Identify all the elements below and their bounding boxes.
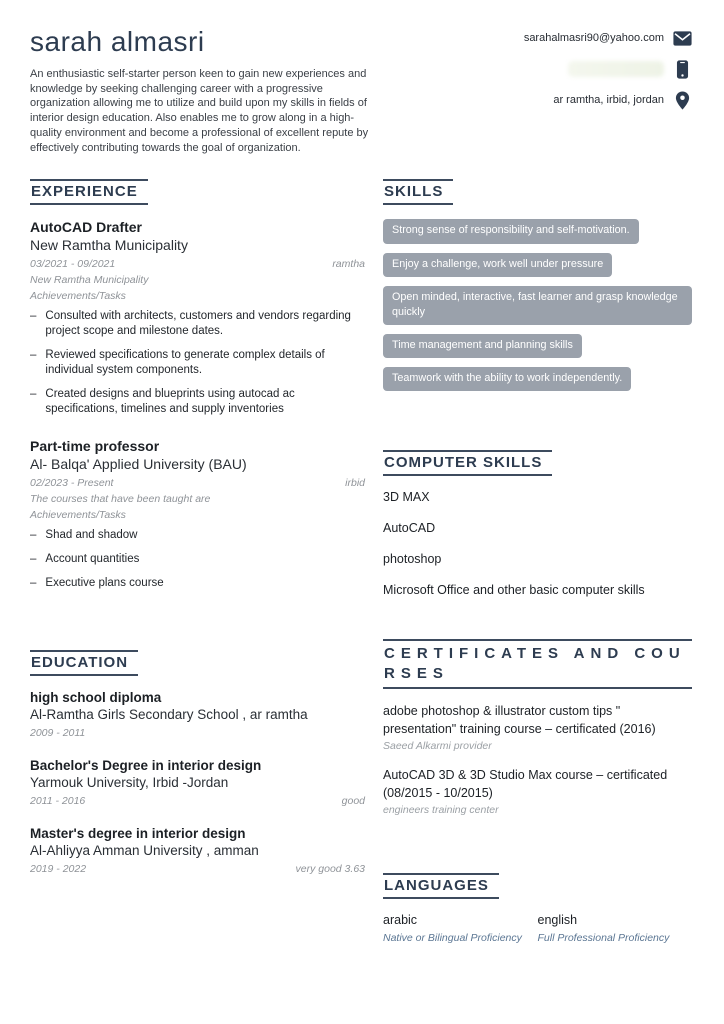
right-column <box>383 179 692 944</box>
job-bullet-list <box>30 309 365 417</box>
edu-school: Al-Ramtha Girls Secondary School , ar ramtha <box>30 706 308 722</box>
edu-dates: 2009 - 2011 <box>30 726 86 739</box>
skill-pill: Teamwork with the ability to work independently. <box>383 367 631 391</box>
bullet-item <box>30 387 365 417</box>
skill-pill-row <box>383 219 692 243</box>
edu-school: Al-Ahliyya Amman University , amman <box>30 842 259 858</box>
certificate-name: AutoCAD 3D & 3D Studio Max course – certificated (08/2015 - 10/2015) <box>383 768 668 800</box>
bullet-item <box>30 528 365 543</box>
experience-entry <box>30 219 365 417</box>
language-name: english <box>537 913 578 928</box>
bullet-text: Created designs and blueprints using autocad ac specifications, timelines and supply inventories <box>45 388 295 416</box>
contact-block <box>524 26 692 155</box>
skill-pill: Enjoy a challenge, work well under pressure <box>383 253 612 277</box>
education-entry <box>30 690 365 739</box>
bullet-dash: – <box>30 349 37 362</box>
edu-grade: very good 3.63 <box>295 862 365 875</box>
location-pin-icon <box>673 91 692 110</box>
job-location: ramtha <box>332 258 365 271</box>
section-title-experience: EXPERIENCE <box>30 179 148 205</box>
job-subtitle: New Ramtha Municipality <box>30 274 149 287</box>
language-entry <box>538 913 693 944</box>
experience-entry <box>30 438 365 591</box>
envelope-icon <box>673 31 692 46</box>
edu-school: Yarmouk University, Irbid -Jordan <box>30 774 229 790</box>
edu-meta-row <box>30 863 365 875</box>
edu-meta-row <box>30 795 365 807</box>
bullet-item <box>30 309 365 339</box>
resume-header <box>30 26 692 155</box>
certificate-entry <box>383 703 692 752</box>
computer-skill-item: Microsoft Office and other basic computer skills <box>383 583 645 598</box>
certificate-provider: engineers training center <box>383 804 499 817</box>
bullet-dash: – <box>30 529 37 542</box>
skill-pill: Time management and planning skills <box>383 334 582 358</box>
summary-text: An enthusiastic self-starter person keen to gain new experiences and knowledge by seeking challenging career with a progressive organization allowing me to utilize and build upon my skills in fields of interior design education. Also enables me to grow along in a high-quality environment and become a professional of excellent repute by effectively contributing towards the goal of organization. <box>30 68 369 154</box>
edu-degree: Bachelor's Degree in interior design <box>30 757 262 773</box>
resume-body <box>30 179 692 944</box>
job-meta-row <box>30 477 365 489</box>
job-tasks-label: Achievements/Tasks <box>30 509 126 522</box>
job-role: Part-time professor <box>30 438 160 455</box>
computer-skills-list <box>383 490 692 597</box>
bullet-text: Shad and shadow <box>45 529 138 542</box>
bullet-item <box>30 552 365 567</box>
job-dates: 03/2021 - 09/2021 <box>30 258 116 271</box>
job-company: Al- Balqa' Applied University (BAU) <box>30 456 247 473</box>
bullet-text: Consulted with architects, customers and vendors regarding project scope and milestone dates. <box>45 310 351 338</box>
bullet-text: Account quantities <box>45 552 140 565</box>
language-entry <box>383 913 538 944</box>
edu-degree: Master's degree in interior design <box>30 825 246 841</box>
skill-pill-row <box>383 367 692 391</box>
edu-meta-row <box>30 727 365 739</box>
job-dates: 02/2023 - Present <box>30 477 114 490</box>
languages-list <box>383 913 692 944</box>
certificate-entry <box>383 767 692 816</box>
job-role: AutoCAD Drafter <box>30 219 142 236</box>
computer-skill-item: 3D MAX <box>383 490 430 505</box>
bullet-dash: – <box>30 388 37 401</box>
bullet-dash: – <box>30 552 37 565</box>
email-text: sarahalmasri90@yahoo.com <box>523 32 664 44</box>
computer-skill-item: AutoCAD <box>383 521 436 536</box>
language-level: Full Professional Proficiency <box>537 932 670 945</box>
section-title-certificates: CERTIFICATES AND COURSES <box>383 639 692 689</box>
skill-pill: Strong sense of responsibility and self-motivation. <box>383 219 639 243</box>
computer-skill-item: photoshop <box>383 552 442 567</box>
job-bullet-list <box>30 528 365 591</box>
edu-degree: high school diploma <box>30 689 162 705</box>
bullet-text: Reviewed specifications to generate complex details of individual system components. <box>45 349 325 377</box>
bullet-text: Executive plans course <box>45 576 164 589</box>
bullet-item <box>30 348 365 378</box>
section-title-education: EDUCATION <box>30 650 138 676</box>
skill-pill-row <box>383 334 692 358</box>
job-meta-row <box>30 258 365 270</box>
location-text: ar ramtha, irbid, jordan <box>553 94 664 106</box>
bullet-dash: – <box>30 576 37 589</box>
phone-redacted-value <box>568 61 664 77</box>
person-name: sarah almasri <box>30 26 205 57</box>
education-entry <box>30 758 365 807</box>
edu-dates: 2011 - 2016 <box>30 794 86 807</box>
education-entry <box>30 826 365 875</box>
job-location: irbid <box>345 477 365 490</box>
contact-phone-row <box>524 60 692 78</box>
section-title-skills: SKILLS <box>383 179 453 205</box>
skill-pill: Open minded, interactive, fast learner and grasp knowledge quickly <box>383 286 692 325</box>
skills-pill-list <box>383 219 692 391</box>
language-level: Native or Bilingual Proficiency <box>383 932 522 945</box>
edu-dates: 2019 - 2022 <box>30 862 87 875</box>
bullet-dash: – <box>30 310 37 323</box>
contact-location-row <box>524 91 692 109</box>
section-title-computer-skills: COMPUTER SKILLS <box>383 450 552 476</box>
skill-pill-row <box>383 253 692 277</box>
skill-pill-row <box>383 286 692 325</box>
certificates-list <box>383 703 692 816</box>
contact-email-row <box>524 29 692 47</box>
edu-grade: good <box>341 794 365 807</box>
certificate-provider: Saeed Alkarmi provider <box>383 740 492 753</box>
left-column <box>30 179 365 944</box>
section-title-languages: LANGUAGES <box>383 873 499 899</box>
language-name: arabic <box>383 913 418 928</box>
certificate-name: adobe photoshop & illustrator custom tips " presentation" training course – certificated (2016) <box>383 704 656 736</box>
bullet-item <box>30 576 365 591</box>
job-company: New Ramtha Municipality <box>30 237 188 254</box>
header-left <box>30 26 382 155</box>
job-tasks-label: Achievements/Tasks <box>30 290 126 303</box>
job-subtitle: The courses that have been taught are <box>30 493 211 506</box>
phone-icon <box>673 60 692 79</box>
